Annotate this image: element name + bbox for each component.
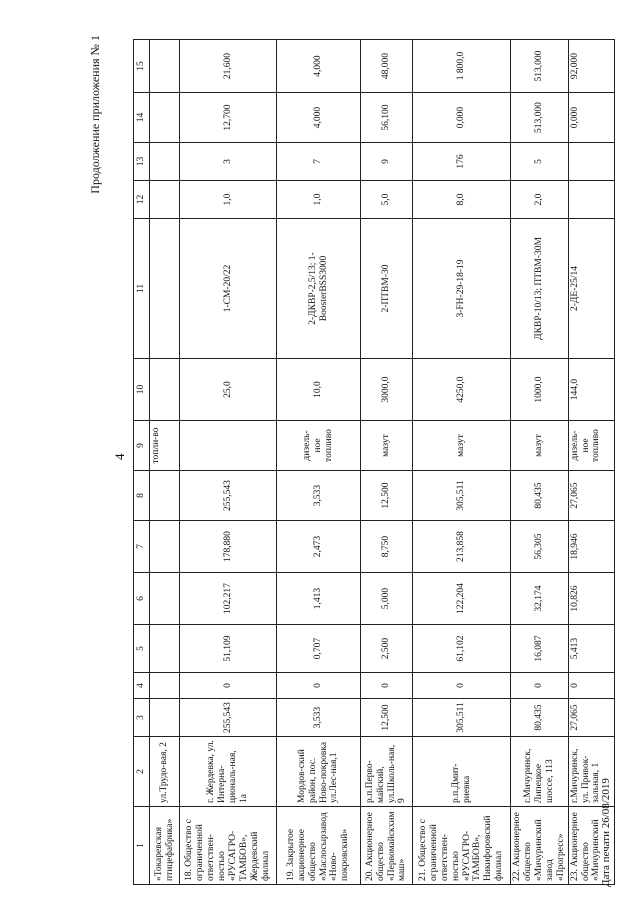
appendix-note: Продолжение приложения № 1 bbox=[88, 35, 102, 194]
column-header: 9 bbox=[134, 421, 150, 471]
table-cell: 20. Акционерное общество «Первомайскхим маш» bbox=[361, 807, 413, 885]
page-number: 4 bbox=[112, 453, 127, 460]
table-cell: 3000,0 bbox=[361, 359, 413, 421]
table-cell: 12,700 bbox=[180, 93, 277, 143]
table-cell: мазут bbox=[361, 421, 413, 471]
table-row bbox=[413, 40, 511, 885]
table-cell bbox=[568, 143, 614, 181]
table-cell: 1,413 bbox=[277, 573, 361, 625]
table-cell: 12,500 bbox=[361, 699, 413, 737]
table-cell: 7 bbox=[277, 143, 361, 181]
table-cell: 5,0 bbox=[361, 181, 413, 219]
table-cell: 144,0 bbox=[568, 359, 614, 421]
table-cell: 10,0 bbox=[277, 359, 361, 421]
table-cell: 10,826 bbox=[568, 573, 614, 625]
table-cell: «Токаревская птицефабрика» bbox=[150, 807, 180, 885]
print-date: Дата печати 26/08/2019 bbox=[600, 778, 612, 887]
table-cell: 23. Акционерное общество «Мичуринский bbox=[568, 807, 614, 885]
table-cell bbox=[568, 181, 614, 219]
table-cell: 513,000 bbox=[511, 93, 569, 143]
column-header: 1 bbox=[134, 807, 150, 885]
table-cell bbox=[150, 471, 180, 521]
table-cell: 4,000 bbox=[277, 93, 361, 143]
table-cell: р.п.Дмит-риевка bbox=[413, 737, 511, 807]
table-cell: ул.Трудо-вая, 2 bbox=[150, 737, 180, 807]
table-cell: 0 bbox=[511, 673, 569, 699]
column-header: 10 bbox=[134, 359, 150, 421]
table-cell bbox=[150, 359, 180, 421]
table-cell: 61,102 bbox=[413, 625, 511, 673]
table-cell: 122,204 bbox=[413, 573, 511, 625]
table-cell: 5,000 bbox=[361, 573, 413, 625]
table-cell: 305,511 bbox=[413, 471, 511, 521]
column-header: 2 bbox=[134, 737, 150, 807]
table-cell: 4,000 bbox=[277, 40, 361, 93]
table-cell: 3,533 bbox=[277, 699, 361, 737]
table-cell: 21. Общество с ограниченной ответствен-ностью «РУСАГРО-ТАМБОВ», Никифоровский филиал bbox=[413, 807, 511, 885]
table-cell: 56,305 bbox=[511, 521, 569, 573]
table-cell: 51,109 bbox=[180, 625, 277, 673]
table-cell: 8,750 bbox=[361, 521, 413, 573]
table-cell: 0 bbox=[277, 673, 361, 699]
table-cell bbox=[150, 673, 180, 699]
table-cell: 1-СМ-20/22 bbox=[180, 219, 277, 359]
table-cell: 32,174 bbox=[511, 573, 569, 625]
table-cell: 176 bbox=[413, 143, 511, 181]
table-cell: 9 bbox=[361, 143, 413, 181]
table-row bbox=[361, 40, 413, 885]
table-cell: 255,543 bbox=[180, 471, 277, 521]
table-cell: 22. Акционерное общество «Мичуринский завод «Прогресс» bbox=[511, 807, 569, 885]
table-cell: 80,435 bbox=[511, 471, 569, 521]
column-header: 5 bbox=[134, 625, 150, 673]
column-header: 8 bbox=[134, 471, 150, 521]
table-cell bbox=[150, 625, 180, 673]
table-cell: 0,000 bbox=[413, 93, 511, 143]
table-cell: 25,0 bbox=[180, 359, 277, 421]
table-cell: дизель-ное топливо bbox=[568, 421, 614, 471]
table-row bbox=[150, 40, 180, 885]
table-row bbox=[277, 40, 361, 885]
column-header: 15 bbox=[134, 40, 150, 93]
table-cell bbox=[150, 573, 180, 625]
column-header: 4 bbox=[134, 673, 150, 699]
table-cell: г.Мичуринск, ул. Привок-зальная, 1 bbox=[568, 737, 614, 807]
column-header: 14 bbox=[134, 93, 150, 143]
column-header: 12 bbox=[134, 181, 150, 219]
table-cell: 4250,0 bbox=[413, 359, 511, 421]
table-cell: 18,946 bbox=[568, 521, 614, 573]
table-cell: 3,533 bbox=[277, 471, 361, 521]
table-cell: 5 bbox=[511, 143, 569, 181]
table-cell: 2-ДКВР-2,5/13; 1-BoosterBSS3000 bbox=[277, 219, 361, 359]
table-cell: 0 bbox=[413, 673, 511, 699]
table-cell: 3 bbox=[180, 143, 277, 181]
table-cell: 0 bbox=[180, 673, 277, 699]
column-header: 7 bbox=[134, 521, 150, 573]
table-cell: Мордов-ский район, пос. Ново-покровка ул.Лес-ная,1 bbox=[277, 737, 361, 807]
table-cell: 0 bbox=[361, 673, 413, 699]
table-cell: 27,065 bbox=[568, 471, 614, 521]
table-cell bbox=[150, 40, 180, 93]
table-cell: 0,000 bbox=[568, 93, 614, 143]
table-cell: 2-ДЕ-25/14 bbox=[568, 219, 614, 359]
table-cell: р.п.Перво-майский, ул.Школь-ная, 9 bbox=[361, 737, 413, 807]
table-cell: 27,065 bbox=[568, 699, 614, 737]
table-cell: мазут bbox=[413, 421, 511, 471]
table-cell: ДКВР-10/13; ПТВМ-30М bbox=[511, 219, 569, 359]
table-cell: 2,473 bbox=[277, 521, 361, 573]
table-cell: 255,543 bbox=[180, 699, 277, 737]
table-cell: 1 800,0 bbox=[413, 40, 511, 93]
column-header: 13 bbox=[134, 143, 150, 181]
table-cell: 5,413 bbox=[568, 625, 614, 673]
table-cell: 1000,0 bbox=[511, 359, 569, 421]
table-cell: 0 bbox=[568, 673, 614, 699]
table-cell bbox=[150, 181, 180, 219]
table-cell: 0,707 bbox=[277, 625, 361, 673]
table-cell: г.Мичуринск, Липецкое шоссе, 113 bbox=[511, 737, 569, 807]
header-row bbox=[134, 40, 150, 885]
table-cell: 16,087 bbox=[511, 625, 569, 673]
table-row bbox=[180, 40, 277, 885]
table-cell: 12,500 bbox=[361, 471, 413, 521]
table-cell: 1,0 bbox=[277, 181, 361, 219]
table-cell: 21,600 bbox=[180, 40, 277, 93]
table-cell bbox=[150, 521, 180, 573]
table-row bbox=[568, 40, 614, 885]
table-cell: 80,435 bbox=[511, 699, 569, 737]
table-cell: 56,100 bbox=[361, 93, 413, 143]
data-table bbox=[133, 39, 615, 885]
table-cell: 48,000 bbox=[361, 40, 413, 93]
table-cell: 3-FH-29-18-19 bbox=[413, 219, 511, 359]
table-cell: 18. Общество с ограниченной ответствен-ностью «РУСАГРО-ТАМБОВ», Жердевский филиал bbox=[180, 807, 277, 885]
table-cell: 213,858 bbox=[413, 521, 511, 573]
table-cell: г. Жердевка, ул. Интерна-циональ-ная, 1а bbox=[180, 737, 277, 807]
table-cell bbox=[150, 93, 180, 143]
column-header: 3 bbox=[134, 699, 150, 737]
table-cell bbox=[150, 143, 180, 181]
column-header: 6 bbox=[134, 573, 150, 625]
table-cell: 2,500 bbox=[361, 625, 413, 673]
table-cell: 2-ПТВМ-30 bbox=[361, 219, 413, 359]
table-cell: 513,000 bbox=[511, 40, 569, 93]
table-cell: 178,880 bbox=[180, 521, 277, 573]
table-cell: 102,217 bbox=[180, 573, 277, 625]
table-cell: 305,511 bbox=[413, 699, 511, 737]
table-row bbox=[511, 40, 569, 885]
table-cell: топли-во bbox=[150, 421, 180, 471]
table-cell: мазут bbox=[511, 421, 569, 471]
table-cell: 92,000 bbox=[568, 40, 614, 93]
column-header: 11 bbox=[134, 219, 150, 359]
table-cell bbox=[180, 421, 277, 471]
table-cell: 2,0 bbox=[511, 181, 569, 219]
table-cell bbox=[150, 219, 180, 359]
table-cell: 1,0 bbox=[180, 181, 277, 219]
table-cell: 8,0 bbox=[413, 181, 511, 219]
table-cell: дизель-ное топливо bbox=[277, 421, 361, 471]
table-cell bbox=[150, 699, 180, 737]
table-cell: 19. Закрытое акционерное общество «Маслосырзавод «Ново-покровский» bbox=[277, 807, 361, 885]
